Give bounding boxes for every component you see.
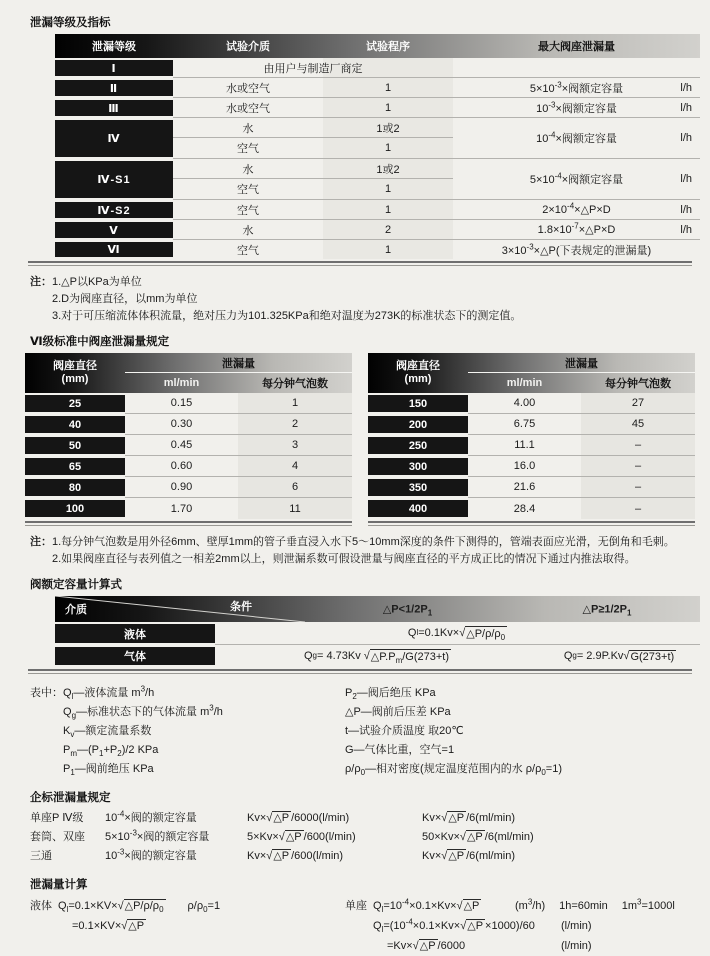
- leak-cell: [453, 98, 700, 117]
- enterprise-row: [30, 809, 700, 828]
- bubbles-cell: 1: [238, 393, 352, 414]
- legend-item: $P_1—$阀前绝压 KPa: [63, 763, 154, 778]
- bubbles-cell: 45: [581, 414, 695, 435]
- leak-cell: [453, 58, 700, 77]
- formula-lmin: Kv×√△P /600(l/min): [247, 850, 344, 862]
- valve-type: 套筒、双座: [30, 831, 85, 843]
- vi-row: [25, 435, 352, 456]
- legend-item: $K_v—$额定流量系数: [63, 725, 152, 740]
- mlmin-cell: 0.30: [125, 414, 238, 435]
- procedure-cell: 1: [384, 203, 392, 216]
- note-line: 3.对于可压缩流体体积流量，绝对压力为101.325KPa和绝对温度为273K的标准状态下的测定值。: [52, 310, 522, 322]
- calc-note: 1h=60min: [559, 900, 608, 912]
- vi-table-header: [25, 353, 352, 393]
- vi-row: [25, 414, 352, 435]
- bubbles-cell: 11: [289, 502, 301, 515]
- legend-item: $Q_l—$液体流量 $m^3/h$: [63, 684, 155, 702]
- medium-cell: 空气: [237, 184, 259, 196]
- calc-eq: $Q_l=(10^{-4}\times 0.1\times Kv\times√\triangle P \times 1000)/60$: [373, 917, 535, 935]
- page-title: 泄漏等级及指标: [30, 17, 111, 29]
- vi-row: [25, 477, 352, 498]
- diameter-cell: 300: [368, 458, 468, 475]
- diameter-cell: 80: [25, 479, 125, 496]
- row-label-gas: 气体: [55, 647, 215, 665]
- diameter-cell: 400: [368, 500, 468, 517]
- calc-note: $1m^3=1000l$: [621, 897, 675, 912]
- leak-cell: [453, 220, 700, 239]
- bubbles-cell: –: [581, 477, 695, 498]
- leak-formula: $1.8\times 10^{-7}\times\triangle P\times D$: [537, 221, 616, 236]
- vi-row: [25, 393, 352, 414]
- seat-diameter-label: 阀座直径: [396, 360, 440, 372]
- double-rule: [25, 521, 352, 526]
- leak-formula: $5\times 10^{-3}\times$阀额定容量: [529, 79, 624, 95]
- section-title-enterprise: 企标泄漏量规定: [30, 792, 111, 804]
- grade-cell: Ⅴ: [55, 222, 173, 238]
- medium-cell: 水: [173, 118, 323, 138]
- procedure-cell: 2: [384, 223, 392, 236]
- enterprise-row: [30, 847, 700, 866]
- table-row-grade-4: [55, 118, 700, 159]
- legend-item: △P—阀前后压差 KPa: [345, 706, 451, 718]
- procedure-cell: 1: [384, 183, 392, 195]
- medium-cell: 水或空气: [226, 102, 270, 115]
- leak-formula: $5\times 10^{-4}\times$阀额定容量: [529, 171, 624, 186]
- legend-item: $\rho/\rho_0—$相对密度(规定温度范围内的水 $\rho/\rho_0=1$): [345, 763, 562, 778]
- note-line: 2.D为阀座直径，以mm为单位: [52, 293, 198, 305]
- note-line: 1.△P以KPa为单位: [52, 276, 142, 288]
- formula-lmin: 5×Kv×√△P /600(l/min): [247, 831, 356, 843]
- grade-cell: Ⅵ: [55, 242, 173, 257]
- valve-type: 三通: [30, 850, 52, 862]
- header-bubbles: 每分钟气泡数: [262, 378, 328, 390]
- leak-formula: $10^{-3}\times$阀额定容量: [536, 99, 617, 115]
- double-rule: [28, 261, 692, 266]
- header-seat-diameter: [368, 353, 468, 393]
- table-row-grade-1: [55, 58, 700, 78]
- vi-row: [368, 456, 695, 477]
- vi-table-left: [25, 353, 352, 526]
- vi-row: [25, 456, 352, 477]
- mlmin-cell: 6.75: [468, 414, 581, 435]
- table1-header-row: [55, 34, 700, 58]
- note-line: 1.每分钟气泡数是用外径6mm、壁厚1mm的管子垂直浸入水下5～10mm深度的条件下测得的，管端表面应光滑，无倒角和毛刺。: [52, 536, 675, 548]
- bubbles-cell: –: [581, 435, 695, 456]
- formula-mlmin: 50×Kv×√△P /6(ml/min): [422, 831, 534, 843]
- grade-cell: Ⅳ: [55, 120, 173, 157]
- leak-formula: $10^{-4}\times$阀额定容量: [536, 130, 617, 145]
- calc-unit: (l/min): [561, 920, 592, 932]
- table-row-grade-5: [55, 220, 700, 240]
- leak-unit: l/h: [680, 223, 692, 236]
- leak-unit: l/h: [680, 132, 692, 144]
- capacity-table-header: [55, 596, 700, 622]
- diameter-cell: 25: [25, 395, 125, 412]
- bubbles-cell: 4: [238, 456, 352, 477]
- bubbles-cell: –: [581, 456, 695, 477]
- header-condition-2: $\triangle P\ge 1/2P_1$: [582, 603, 632, 618]
- bubbles-cell: 2: [238, 414, 352, 435]
- table-row-grade-4s1: [55, 159, 700, 200]
- table1-header-maxleak: 最大阀座泄漏量: [538, 41, 615, 53]
- vi-row: [25, 498, 352, 519]
- header-mlmin: ml/min: [163, 377, 200, 389]
- gas-formula-low-dp: Q g = 4.73Kv √ $\triangle P.P_m/G(273+t)$: [303, 650, 450, 666]
- mlmin-cell: 0.90: [125, 477, 238, 498]
- legend-item: t—试验介质温度 取20℃: [345, 725, 464, 737]
- vi-row: [368, 414, 695, 435]
- procedure-cell: 1: [384, 81, 392, 94]
- leak-cell: [453, 240, 700, 259]
- calc-unit: (l/min): [561, 940, 592, 952]
- medium-cell: 空气: [237, 143, 259, 155]
- capacity-spec: $10^{-3}\times$阀的额定容量: [105, 847, 197, 862]
- diameter-cell: 350: [368, 479, 468, 496]
- leak-cell: [453, 78, 700, 97]
- valve-type: 单座P Ⅳ级: [30, 812, 84, 824]
- mlmin-cell: 1.70: [170, 502, 193, 515]
- liquid-calc-group: [30, 896, 345, 956]
- leak-formula: $2\times 10^{-4}\times\triangle P\times D$: [542, 201, 611, 216]
- diameter-cell: 50: [25, 437, 125, 454]
- leak-unit: l/h: [680, 101, 692, 114]
- mlmin-cell: 28.4: [513, 502, 536, 515]
- legend-item: G—气体比重，空气=1: [345, 744, 455, 756]
- diagonal-divider: [55, 596, 305, 622]
- formula-lmin: Kv×√△P /6000(l/min): [247, 812, 350, 824]
- table-row-grade-6: [55, 240, 700, 259]
- single-seat-calc-group: [345, 896, 675, 956]
- leak-cell: [453, 118, 700, 158]
- mlmin-cell: 0.15: [125, 393, 238, 414]
- header-bubbles: 每分钟气泡数: [605, 378, 671, 390]
- mlmin-cell: 16.0: [468, 456, 581, 477]
- grade-cell: Ⅳ-S2: [55, 202, 173, 218]
- merged-cell: 由用户与制造厂商定: [263, 62, 363, 75]
- mlmin-cell: 21.6: [468, 477, 581, 498]
- header-leakage: 泄漏量: [468, 353, 695, 373]
- diameter-cell: 200: [368, 416, 468, 433]
- capacity-spec: $5\times 10^{-3}\times$阀的额定容量: [105, 828, 210, 843]
- diameter-cell: 100: [25, 500, 125, 517]
- medium-cell: 水: [242, 224, 254, 237]
- bubbles-cell: 6: [238, 477, 352, 498]
- double-rule: [368, 521, 695, 526]
- seat-diameter-unit: (mm): [61, 373, 89, 385]
- diameter-cell: 150: [368, 395, 468, 412]
- calc-label-single: 单座: [345, 900, 367, 912]
- vi-row: [368, 435, 695, 456]
- header-mlmin: ml/min: [506, 377, 543, 389]
- procedure-cell: 1: [384, 243, 392, 256]
- vi-leak-tables: [25, 353, 700, 526]
- enterprise-row: [30, 828, 700, 847]
- header-leakage: 泄漏量: [125, 353, 352, 373]
- calc-eq: =Kv×√△P /6000: [387, 940, 466, 952]
- calc-eq: $Q_l=0.1\times KV\times√\triangle P/\rho/\rho_0$: [58, 900, 164, 915]
- mlmin-cell: 0.60: [125, 456, 238, 477]
- note-line: 2.如果阀座直径与表列值之一相差2mm以上，则泄漏系数可假设泄量与阀座直径的平方成正比的情况下通过内推法取得。: [52, 553, 636, 565]
- medium-cell: 水或空气: [226, 82, 270, 95]
- diameter-cell: 250: [368, 437, 468, 454]
- rated-capacity-table: [55, 596, 700, 667]
- table-row-grade-2: [55, 78, 700, 98]
- legend-item: $P_m—(P_1+P_2)/2$ KPa: [63, 744, 159, 759]
- leakage-grade-table: [55, 34, 700, 259]
- mlmin-cell: 11.1: [468, 435, 581, 456]
- note-prefix: 注：: [30, 276, 52, 288]
- calc-eq: =0.1×KV×√△P: [72, 920, 145, 932]
- diameter-cell: 40: [25, 416, 125, 433]
- table1-header-medium: 试验介质: [226, 41, 270, 53]
- leak-unit: l/h: [680, 81, 692, 94]
- liquid-formula-row: [55, 622, 700, 645]
- formula-mlmin: Kv×√△P /6(ml/min): [422, 812, 515, 824]
- table1-header-grade: 泄漏等级: [92, 41, 136, 53]
- medium-cell: 空气: [237, 204, 259, 217]
- bubbles-cell: –: [634, 502, 642, 515]
- leak-unit: l/h: [680, 173, 692, 185]
- bubbles-cell: 27: [581, 393, 695, 414]
- notes-block-1: [30, 274, 700, 325]
- header-condition-1: $\triangle P<1/2P_1$: [382, 603, 433, 618]
- header-medium-label: 介质: [65, 604, 87, 616]
- leak-unit: l/h: [680, 203, 692, 216]
- header-condition-label: 条件: [230, 601, 252, 613]
- diameter-cell: 65: [25, 458, 125, 475]
- calc-cond: $\rho/\rho_0=1$: [187, 900, 221, 915]
- seat-diameter-label: 阀座直径: [53, 360, 97, 372]
- grade-cell: Ⅱ: [55, 80, 173, 96]
- mlmin-cell: 0.45: [125, 435, 238, 456]
- section-title-capacity: 阀额定容量计算式: [30, 579, 122, 591]
- calc-eq: $Q_l=10^{-4}\times 0.1\times Kv\times√\triangle P$: [373, 897, 480, 915]
- calc-unit: $(m^3/h)$: [515, 897, 546, 912]
- notes-block-2: [30, 534, 700, 568]
- mlmin-cell: 4.00: [468, 393, 581, 414]
- procedure-cell: 1: [384, 101, 392, 114]
- table1-header-procedure: 试验程序: [366, 41, 410, 53]
- medium-cell: 水: [173, 159, 323, 179]
- row-label-liquid: 液体: [55, 624, 215, 643]
- double-rule: [28, 669, 692, 674]
- table-row-grade-4s2: [55, 200, 700, 220]
- vi-row: [368, 393, 695, 414]
- note-prefix: 注：: [30, 536, 52, 548]
- grade-cell: Ⅳ-S1: [55, 161, 173, 198]
- liquid-formula: Q l =0.1Kv×√ $\triangle P/\rho/\rho_0$: [407, 627, 506, 643]
- leak-cell: [453, 159, 700, 199]
- symbol-legend: [30, 684, 700, 779]
- calc-label-liquid: 液体: [30, 900, 52, 912]
- capacity-spec: $10^{-4}\times$阀的额定容量: [105, 809, 197, 824]
- section-title-vi: Ⅵ级标准中阀座泄漏量规定: [30, 336, 170, 348]
- procedure-cell: 1或2: [323, 159, 453, 179]
- header-seat-diameter: [25, 353, 125, 393]
- gas-formula-high-dp: Q g = 2.9P.Kv√ G(273+t): [563, 650, 675, 663]
- vi-row: [368, 498, 695, 519]
- bubbles-cell: 3: [238, 435, 352, 456]
- vi-row: [368, 477, 695, 498]
- section-title-calc: 泄漏量计算: [30, 879, 88, 891]
- leakage-calculation: [30, 896, 700, 956]
- legend-prefix: 表中：: [30, 687, 63, 699]
- grade-cell: Ⅰ: [55, 60, 173, 76]
- vi-table-right: [368, 353, 695, 526]
- table-row-grade-3: [55, 98, 700, 118]
- grade-cell: Ⅲ: [55, 100, 173, 116]
- procedure-cell: 1: [384, 142, 392, 154]
- seat-diameter-unit: (mm): [404, 373, 432, 385]
- leak-formula: $3\times 10^{-3}\times\triangle P$(下表规定的泄漏量): [501, 241, 652, 257]
- medium-cell: 空气: [237, 244, 259, 257]
- legend-item: $Q_g—$标准状态下的气体流量 $m^3/h$: [63, 703, 223, 721]
- gas-formula-row: [55, 645, 700, 667]
- vi-table-header: [368, 353, 695, 393]
- leak-cell: [453, 200, 700, 219]
- procedure-cell: 1或2: [323, 118, 453, 138]
- legend-item: $P_2—$阀后绝压 KPa: [345, 687, 436, 702]
- formula-mlmin: Kv×√△P /6(ml/min): [422, 850, 515, 862]
